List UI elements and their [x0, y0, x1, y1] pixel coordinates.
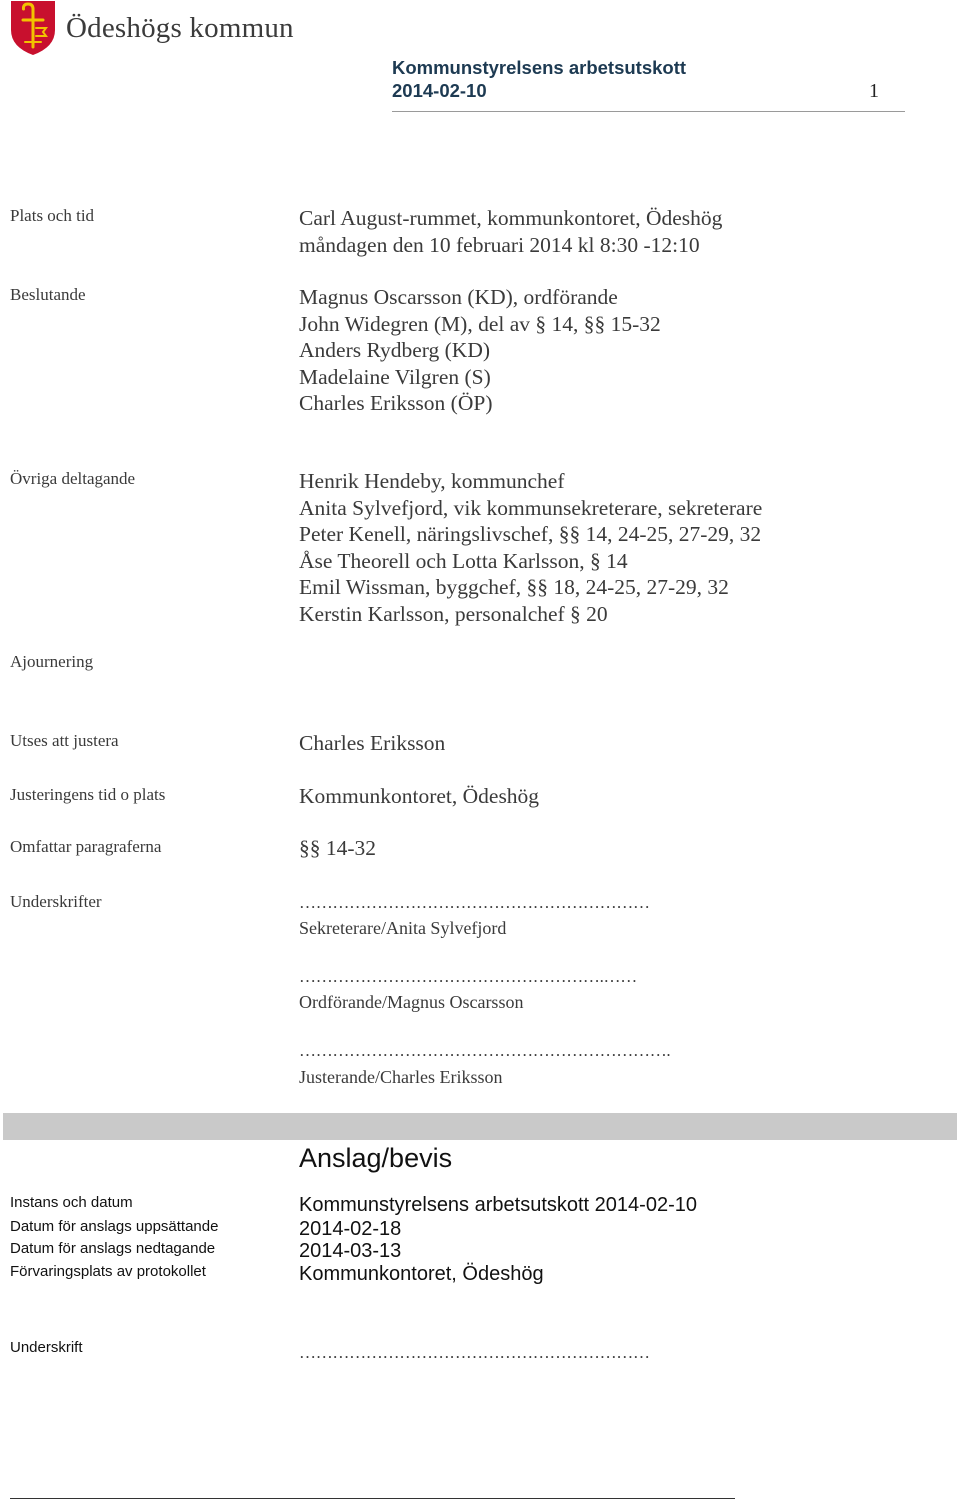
- other-participant: Kerstin Karlsson, personalchef § 20: [299, 601, 608, 626]
- place-time-value: [299, 205, 722, 258]
- adjustment-place-value: Kommunkontoret, Ödeshög: [299, 784, 540, 808]
- other-participant: Åse Theorell och Lotta Karlsson, § 14: [299, 548, 628, 573]
- place-time-label: Plats och tid: [10, 206, 95, 225]
- page-number: 1: [869, 80, 879, 102]
- adjuster-value: Charles Eriksson: [299, 731, 446, 755]
- signature-role: Sekreterare/Anita Sylvefjord: [299, 918, 507, 938]
- signature-line: ………………………………………………………: [299, 893, 650, 912]
- adjustment-place-label: Justeringens tid o plats: [10, 785, 166, 804]
- coat-of-arms-icon: [10, 0, 56, 56]
- section-divider-bar: [3, 1113, 957, 1140]
- deciding-member: Anders Rydberg (KD): [299, 338, 491, 362]
- notice-signature-line: ………………………………………………………: [299, 1343, 650, 1362]
- others-list: [299, 468, 762, 627]
- notice-label-posted: Datum för anslags uppsättande: [10, 1218, 219, 1235]
- deciding-label: Beslutande: [10, 285, 86, 304]
- deciding-member: John Widegren (M), del av § 14, §§ 15-32: [299, 311, 661, 336]
- notice-value-removed: 2014-03-13: [299, 1240, 402, 1262]
- deciding-member: Charles Eriksson (ÖP): [299, 391, 493, 415]
- notice-title: Anslag/bevis: [299, 1143, 453, 1173]
- notice-value-storage: Kommunkontoret, Ödeshög: [299, 1263, 544, 1285]
- other-participant: Peter Kenell, näringslivschef, §§ 14, 24-25, 27-29, 32: [299, 522, 762, 546]
- signature-role: Justerande/Charles Eriksson: [299, 1067, 503, 1087]
- notice-value-posted: 2014-02-18: [299, 1218, 402, 1240]
- notice-value-instance: Kommunstyrelsens arbetsutskott 2014-02-10: [299, 1194, 697, 1216]
- signature-role: Ordförande/Magnus Oscarsson: [299, 992, 524, 1012]
- place-time-line: måndagen den 10 februari 2014 kl 8:30 -12:10: [299, 232, 700, 257]
- deciding-member: Magnus Oscarsson (KD), ordförande: [299, 285, 618, 309]
- place-time-line: Carl August-rummet, kommunkontoret, Ödeshög: [299, 206, 723, 230]
- signature-line: ……………………………………………….……: [299, 967, 637, 986]
- footer-rule: [10, 1498, 735, 1499]
- notice-signature-label: Underskrift: [10, 1339, 83, 1356]
- other-participant: Emil Wissman, byggchef, §§ 18, 24-25, 27-29, 32: [299, 575, 729, 599]
- deciding-list: [299, 284, 661, 417]
- header-date: 2014-02-10: [392, 80, 487, 101]
- signature-line: ………………………………………………………….: [299, 1041, 671, 1060]
- others-label: Övriga deltagande: [10, 469, 136, 488]
- deciding-member: Madelaine Vilgren (S): [299, 364, 491, 389]
- header-committee: Kommunstyrelsens arbetsutskott: [392, 57, 687, 78]
- notice-label-storage: Förvaringsplats av protokollet: [10, 1263, 206, 1280]
- other-participant: Henrik Hendeby, kommunchef: [299, 469, 565, 493]
- signatures-label: Underskrifter: [10, 892, 102, 911]
- adjournment-label: Ajournering: [10, 652, 94, 671]
- logo-text: Ödeshögs kommun: [66, 12, 294, 44]
- paragraphs-value: §§ 14-32: [299, 836, 377, 860]
- notice-label-instance: Instans och datum: [10, 1194, 133, 1211]
- paragraphs-label: Omfattar paragraferna: [10, 837, 162, 856]
- header-rule: [392, 111, 905, 112]
- adjuster-label: Utses att justera: [10, 731, 119, 750]
- other-participant: Anita Sylvefjord, vik kommunsekreterare, sekreterare: [299, 495, 763, 520]
- notice-label-removed: Datum för anslags nedtagande: [10, 1240, 216, 1257]
